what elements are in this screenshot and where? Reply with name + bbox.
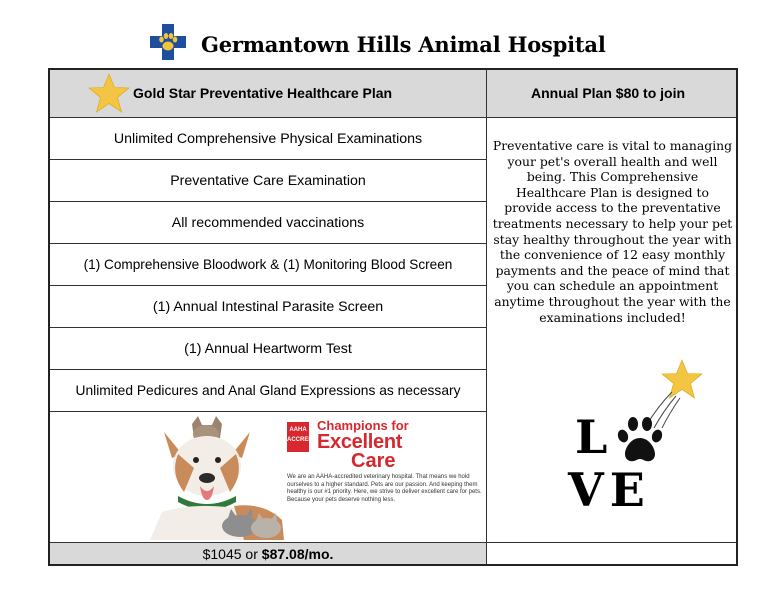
benefit-row: (1) Annual Intestinal Parasite Screen <box>50 286 487 328</box>
aaha-blurb: We are an AAHA-accredited veterinary hospital. That means we hold ourselves to a higher standard. Pets are our passion. And keeping them healthy is our #1 priority. Here, we strive to deliver excellent care for pets. Because your pets deserve nothing less. <box>287 474 482 503</box>
aaha-line3: Care <box>351 450 396 472</box>
title-row <box>0 14 768 58</box>
aaha-logo: AAHA ACCREDITED <box>287 422 309 452</box>
benefit-row: Unlimited Comprehensive Physical Examinations <box>50 118 487 160</box>
benefit-row: All recommended vaccinations <box>50 202 487 244</box>
price-row <box>50 542 487 564</box>
gold-star-icon <box>88 73 130 113</box>
benefit-row: (1) Annual Heartworm Test <box>50 328 487 370</box>
annual-plan-header <box>487 70 736 118</box>
love-letter-l: L <box>575 410 608 464</box>
price-or: or <box>241 545 262 562</box>
paw-cross-icon <box>149 23 187 61</box>
benefit-row: (1) Comprehensive Bloodwork & (1) Monitoring Blood Screen <box>50 244 487 286</box>
benefit-row: Unlimited Pedicures and Anal Gland Expressions as necessary <box>50 370 487 412</box>
benefit-row: Preventative Care Examination <box>50 160 487 202</box>
paw-icon <box>615 416 665 464</box>
pets-illustration <box>142 414 292 540</box>
plan-header <box>50 70 487 118</box>
plan-name: Gold Star Preventative Healthcare Plan <box>133 85 393 101</box>
price-total: $1045 <box>202 545 242 562</box>
plan-description: Preventative care is vital to managing your pet's overall health and well being. This Comprehensive Healthcare Plan is designed to provide access to the preventative treatments necessary to help your pet stay healthy throughout the year with the convenience of 12 easy monthly payments and the peace of mind that you can schedule an appointment anytime throughout the year with the examinations included! <box>492 138 733 325</box>
aaha-line1: Champions for <box>317 418 409 433</box>
aaha-line2: Excellent <box>317 431 403 453</box>
page-title: Germantown Hills Animal Hospital <box>201 32 606 57</box>
price-monthly: $87.08/mo. <box>261 545 334 562</box>
pets-aaha-image <box>50 412 487 542</box>
love-letters-ve: VE <box>568 463 651 517</box>
annual-plan-label: Annual Plan $80 to join <box>531 85 686 101</box>
price-right-cell <box>487 542 736 564</box>
